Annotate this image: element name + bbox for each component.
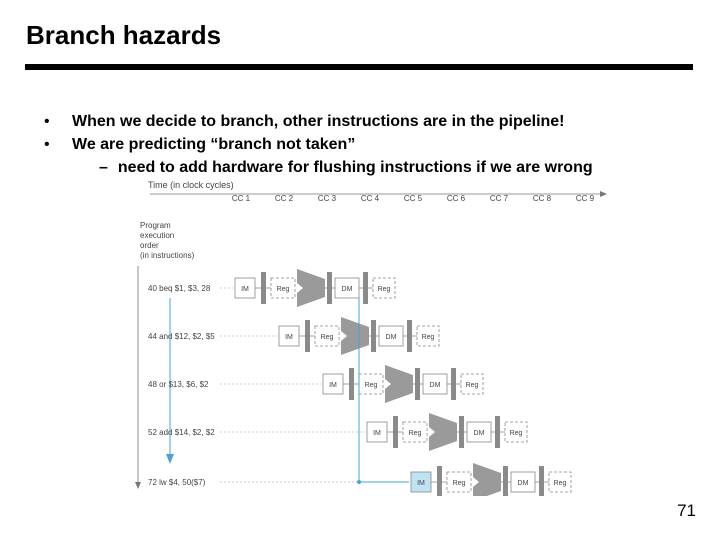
- program-order-label: Program: [140, 221, 171, 230]
- cycle-label: CC 3: [317, 194, 337, 203]
- pipeline-register-bar: [371, 320, 376, 352]
- alu-shape: [473, 463, 501, 496]
- instruction-label: 44 and $12, $2, $5: [148, 332, 215, 341]
- order-arrow-icon: [135, 482, 141, 489]
- pipeline-register-bar: [539, 466, 544, 496]
- dm-label: DM: [341, 286, 353, 293]
- pipeline-register-bar: [363, 272, 368, 304]
- reg-label: Reg: [452, 480, 466, 487]
- reg-label: Reg: [276, 286, 290, 293]
- im-label: IM: [373, 430, 381, 437]
- branch-dot-icon: [357, 480, 361, 484]
- dm-label: DM: [473, 430, 485, 437]
- pipeline-register-bar: [305, 320, 310, 352]
- bullet-list: [44, 110, 593, 179]
- page-number: 71: [677, 501, 696, 520]
- im-label: IM: [285, 334, 293, 341]
- cycle-label: CC 9: [575, 194, 595, 203]
- branch-arrow-icon: [166, 454, 174, 464]
- reg-label: Reg: [408, 430, 422, 437]
- pipeline-register-bar: [451, 368, 456, 400]
- cycle-label: CC 5: [403, 194, 423, 203]
- reg-label: Reg: [320, 334, 334, 341]
- im-label: IM: [417, 480, 425, 487]
- pipeline-register-bar: [415, 368, 420, 400]
- cycle-label: CC 1: [231, 194, 251, 203]
- pipeline-register-bar: [349, 368, 354, 400]
- cycle-label: CC 8: [532, 194, 552, 203]
- title-underline: [25, 64, 693, 70]
- alu-shape: [385, 365, 413, 403]
- pipeline-register-bar: [437, 466, 442, 496]
- reg-label: Reg: [364, 382, 378, 389]
- pipeline-register-bar: [393, 416, 398, 448]
- time-arrow-icon: [600, 191, 607, 197]
- bullet-text: We are predicting “branch not taken”: [72, 136, 356, 153]
- instruction-label: 40 beq $1, $3, 28: [148, 284, 211, 293]
- slide-title: Branch hazards: [26, 20, 222, 50]
- reg-label: Reg: [465, 382, 479, 389]
- dm-label: DM: [517, 480, 529, 487]
- bullet-dot-icon: •: [44, 136, 50, 153]
- pipeline-register-bar: [261, 272, 266, 304]
- pipeline-register-bar: [459, 416, 464, 448]
- alu-shape: [297, 269, 325, 307]
- pipeline-register-bar: [495, 416, 500, 448]
- bullet-dot-icon: •: [44, 113, 50, 130]
- pipeline-diagram: [130, 176, 620, 496]
- pipeline-register-bar: [327, 272, 332, 304]
- alu-shape: [341, 317, 369, 355]
- reg-label: Reg: [509, 430, 523, 437]
- im-label: IM: [329, 382, 337, 389]
- bullet-text: When we decide to branch, other instructions are in the pipeline!: [72, 113, 565, 130]
- dm-label: DM: [385, 334, 397, 341]
- cycle-label: CC 2: [274, 194, 294, 203]
- alu-shape: [429, 413, 457, 451]
- sub-bullet-text: need to add hardware for flushing instructions if we are wrong: [117, 159, 593, 176]
- program-order-label: execution: [140, 231, 175, 240]
- program-order-label: order: [140, 241, 159, 250]
- reg-label: Reg: [553, 480, 567, 487]
- dash-icon: –: [99, 159, 108, 176]
- cycle-label: CC 4: [360, 194, 380, 203]
- program-order-label: (in instructions): [140, 251, 195, 260]
- bullet-item: [44, 110, 593, 133]
- instruction-label: 72 lw $4, 50($7): [148, 478, 206, 487]
- im-label: IM: [241, 286, 249, 293]
- cycle-label: CC 7: [489, 194, 509, 203]
- bullet-item: [44, 133, 593, 156]
- instruction-label: 48 or $13, $6, $2: [148, 380, 209, 389]
- pipeline-register-bar: [503, 466, 508, 496]
- cycle-label: CC 6: [446, 194, 466, 203]
- reg-label: Reg: [377, 286, 391, 293]
- pipeline-register-bar: [407, 320, 412, 352]
- instruction-label: 52 add $14, $2, $2: [148, 428, 215, 437]
- time-axis-label: Time (in clock cycles): [148, 180, 234, 190]
- reg-label: Reg: [421, 334, 435, 341]
- dm-label: DM: [429, 382, 441, 389]
